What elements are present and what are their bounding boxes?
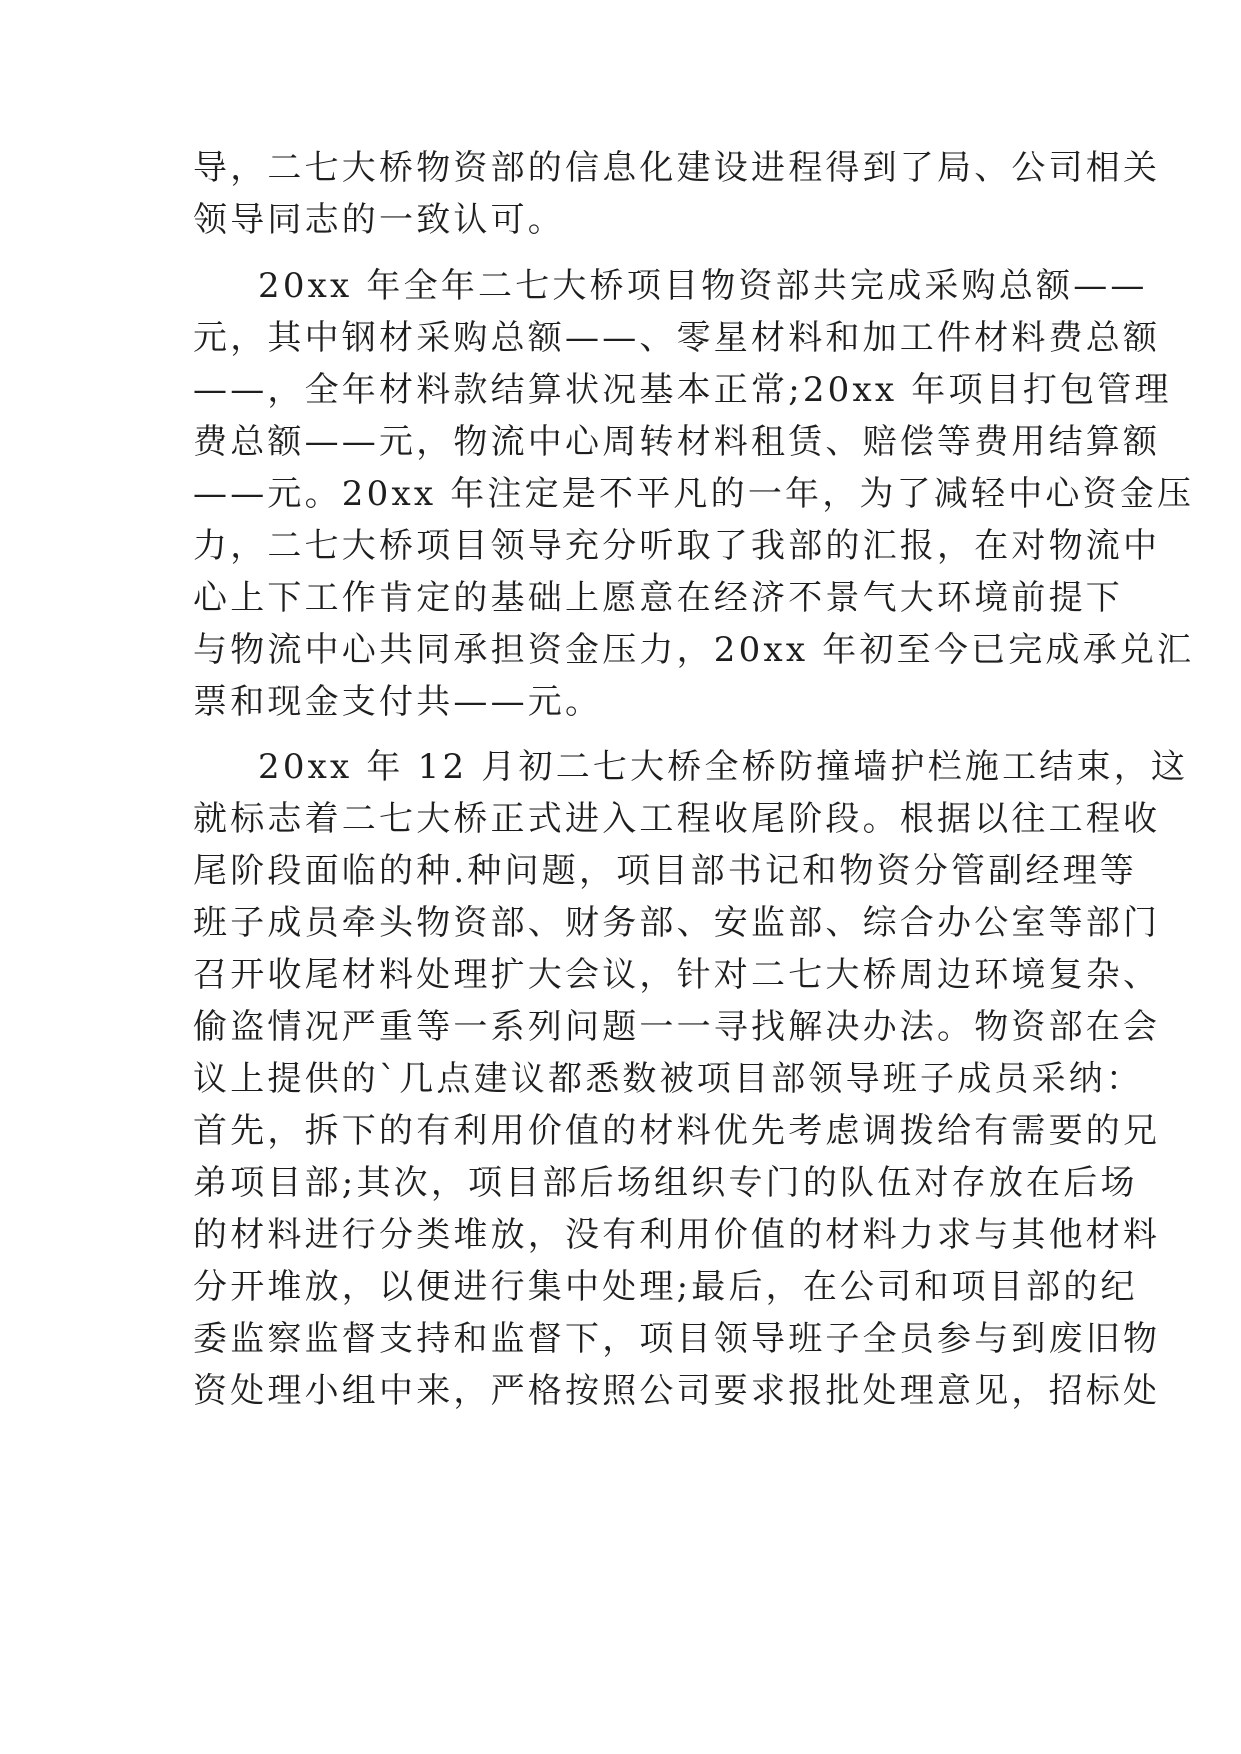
text-line: 尾阶段面临的种.种问题，项目部书记和物资分管副经理等 (193, 851, 1138, 891)
text-line: 费总额——元，物流中心周转材料租赁、赔偿等费用结算额 (193, 422, 1161, 462)
text-line: ——元。20xx 年注定是不平凡的一年，为了减轻中心资金压 (193, 474, 1195, 514)
text-line: 议上提供的`几点建议都悉数被项目部领导班子成员采纳： (193, 1059, 1144, 1099)
text-line: 分开堆放，以便进行集中处理;最后，在公司和项目部的纪 (193, 1267, 1138, 1307)
text-line: 心上下工作肯定的基础上愿意在经济不景气大环境前提下 (193, 578, 1123, 618)
text-line: 票和现金支付共——元。 (193, 682, 603, 722)
text-line: ——，全年材料款结算状况基本正常;20xx 年项目打包管理 (193, 370, 1172, 410)
text-line: 与物流中心共同承担资金压力，20xx 年初至今已完成承兑汇 (193, 630, 1195, 670)
text-line: 就标志着二七大桥正式进入工程收尾阶段。根据以往工程收 (193, 799, 1161, 839)
text-line: 20xx 年全年二七大桥项目物资部共完成采购总额—— (258, 266, 1148, 306)
text-line: 领导同志的一致认可。 (193, 200, 565, 240)
text-line: 20xx 年 12 月初二七大桥全桥防撞墙护栏施工结束，这 (258, 747, 1189, 787)
text-line: 委监察监督支持和监督下，项目领导班子全员参与到废旧物 (193, 1319, 1161, 1359)
text-line: 导，二七大桥物资部的信息化建设进程得到了局、公司相关 (193, 148, 1161, 188)
text-line: 班子成员牵头物资部、财务部、安监部、综合办公室等部门 (193, 903, 1161, 943)
text-line: 资处理小组中来，严格按照公司要求报批处理意见，招标处 (193, 1371, 1161, 1411)
text-line: 的材料进行分类堆放，没有利用价值的材料力求与其他材料 (193, 1215, 1161, 1255)
text-line: 首先，拆下的有利用价值的材料优先考虑调拨给有需要的兄 (193, 1111, 1161, 1151)
text-line: 偷盗情况严重等一系列问题一一寻找解决办法。物资部在会 (193, 1007, 1161, 1047)
text-line: 力，二七大桥项目领导充分听取了我部的汇报，在对物流中 (193, 526, 1161, 566)
text-line: 元，其中钢材采购总额——、零星材料和加工件材料费总额 (193, 318, 1161, 358)
text-line: 召开收尾材料处理扩大会议，针对二七大桥周边环境复杂、 (193, 955, 1161, 995)
text-line: 弟项目部;其次，项目部后场组织专门的队伍对存放在后场 (193, 1163, 1138, 1203)
